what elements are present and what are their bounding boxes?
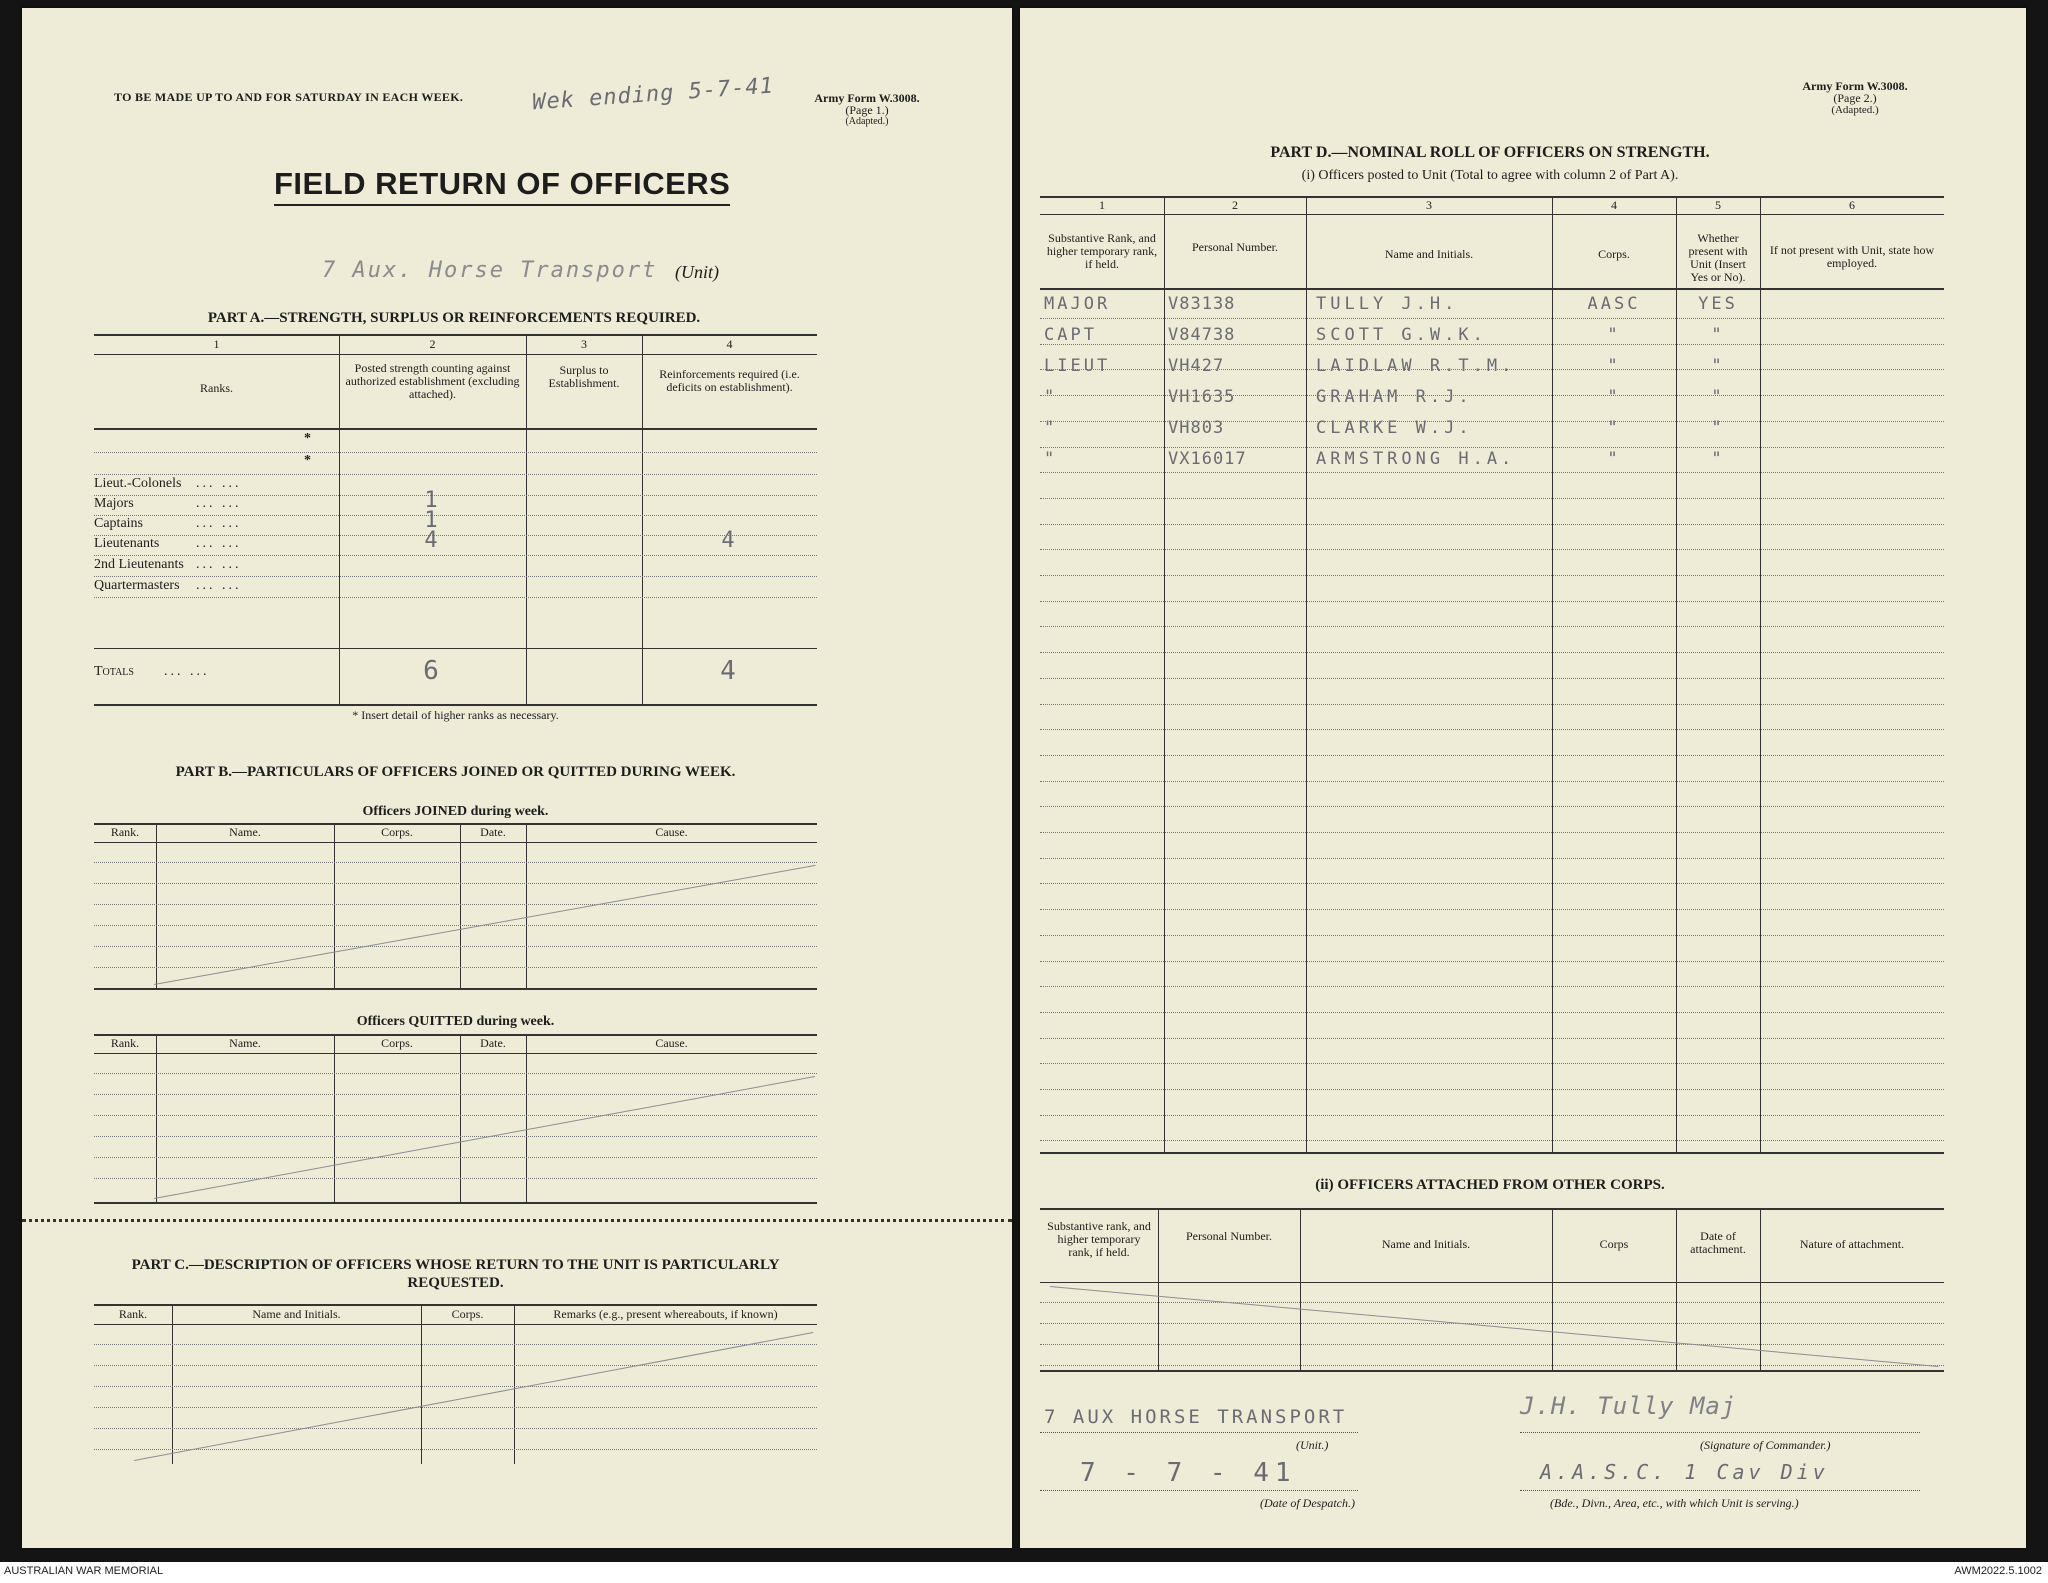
cancel-stroke bbox=[134, 1332, 813, 1461]
dotted-row-rule bbox=[1040, 832, 1944, 833]
footer-bar bbox=[0, 1562, 2048, 1583]
dotted-row-rule bbox=[1040, 575, 1944, 576]
form-title: FIELD RETURN OF OFFICERS bbox=[274, 166, 730, 206]
column-header: Name and Initials. bbox=[252, 1307, 341, 1321]
dotted-row-rule bbox=[94, 925, 817, 926]
roll-present: " bbox=[1711, 449, 1725, 469]
column-header: Corps. bbox=[381, 825, 413, 839]
leader-dots: ... ... bbox=[164, 664, 210, 679]
dotted-row-rule bbox=[1040, 704, 1944, 705]
despatch-date-handwritten: 7 - 7 - 41 bbox=[1080, 1458, 1297, 1488]
column-header: Date. bbox=[480, 825, 506, 839]
dotted-row-rule bbox=[1040, 447, 1944, 448]
dotted-row-rule bbox=[1040, 1063, 1944, 1064]
dotted-row-rule bbox=[1040, 472, 1944, 473]
dotted-row-rule bbox=[1040, 961, 1944, 962]
part-d-header-rule bbox=[1040, 288, 1944, 290]
totals-posted-value: 6 bbox=[423, 656, 442, 686]
leader-dots: ... ... bbox=[196, 496, 242, 511]
column-header: Remarks (e.g., present whereabouts, if known) bbox=[553, 1307, 778, 1321]
part-d-subheading: (i) Officers posted to Unit (Total to agree with column 2 of Part A). bbox=[1301, 168, 1679, 183]
roll-personal-number: VH1635 bbox=[1168, 387, 1236, 407]
quitted-heading: Officers QUITTED during week. bbox=[356, 1014, 555, 1029]
unit-handwritten-2: 7 AUX HORSE TRANSPORT bbox=[1044, 1406, 1348, 1428]
column-header: Name and Initials. bbox=[1381, 1237, 1471, 1251]
column-header: Personal Number. bbox=[1186, 1229, 1272, 1243]
table-column-rule bbox=[460, 823, 461, 988]
totals-label: Totals bbox=[94, 664, 134, 679]
formation-dotted-line bbox=[1520, 1490, 1920, 1491]
dotted-row-rule bbox=[1040, 344, 1944, 345]
posted-strength-value: 1 bbox=[424, 508, 441, 533]
part-a-number-rule bbox=[94, 354, 817, 355]
roll-name: LAIDLAW R.T.M. bbox=[1316, 356, 1516, 376]
table-column-rule bbox=[526, 823, 527, 988]
roll-rank: " bbox=[1044, 418, 1058, 438]
column-header: Whether present with Unit (Insert Yes or No). bbox=[1688, 231, 1748, 284]
dotted-row-rule bbox=[94, 1365, 817, 1366]
part-b-heading: PART B.—PARTICULARS OF OFFICERS JOINED OR QUITTED DURING WEEK. bbox=[175, 764, 736, 780]
dotted-row-rule bbox=[1040, 626, 1944, 627]
part-a-table bbox=[94, 334, 817, 734]
dotted-row-rule bbox=[94, 967, 817, 968]
roll-rank: LIEUT bbox=[1044, 356, 1111, 376]
table-column-rule bbox=[1300, 1208, 1301, 1370]
part-a-top-rule bbox=[94, 334, 817, 336]
part-c-heading bbox=[94, 1256, 817, 1292]
dotted-row-rule bbox=[1040, 1344, 1944, 1345]
column-number: 5 bbox=[1715, 198, 1721, 212]
nominal-roll-table bbox=[1040, 196, 1944, 1156]
column-number: 2 bbox=[429, 337, 436, 351]
column-number: 1 bbox=[213, 337, 220, 351]
dotted-row-rule bbox=[1040, 1089, 1944, 1090]
table-header-rule bbox=[94, 842, 817, 843]
dotted-row-rule bbox=[1040, 1115, 1944, 1116]
roll-name: SCOTT G.W.K. bbox=[1316, 325, 1487, 345]
quitted-table bbox=[94, 1034, 817, 1204]
roll-personal-number: V83138 bbox=[1168, 294, 1236, 314]
roll-corps: " bbox=[1607, 418, 1621, 438]
roll-corps: AASC bbox=[1587, 294, 1641, 314]
date-dotted-line bbox=[1040, 1490, 1358, 1491]
footer-left: AUSTRALIAN WAR MEMORIAL bbox=[4, 1565, 164, 1577]
column-number: 3 bbox=[581, 337, 587, 351]
column-number: 4 bbox=[1611, 198, 1617, 212]
column-number: 6 bbox=[1849, 198, 1855, 212]
roll-present: " bbox=[1711, 356, 1725, 376]
commander-signature: J.H. Tully Maj bbox=[1520, 1392, 1737, 1420]
rank-label: Captains bbox=[94, 516, 143, 531]
table-top-rule bbox=[94, 1304, 817, 1306]
leader-dots: ... ... bbox=[196, 557, 242, 572]
joined-table bbox=[94, 823, 817, 989]
table-column-rule bbox=[1760, 1208, 1761, 1370]
rank-label: Lieut.-Colonels bbox=[94, 476, 182, 491]
reinforcements-value: 4 bbox=[721, 528, 738, 553]
column-header: Rank. bbox=[110, 1036, 140, 1050]
dotted-row-rule bbox=[94, 1344, 817, 1345]
roll-personal-number: VH803 bbox=[1168, 418, 1225, 438]
table-column-rule bbox=[526, 1034, 527, 1202]
roll-personal-number: V84738 bbox=[1168, 325, 1236, 345]
roll-name: CLARKE W.J. bbox=[1316, 418, 1473, 438]
table-bottom-rule bbox=[94, 988, 817, 990]
column-header: Corps. bbox=[381, 1036, 413, 1050]
dotted-row-rule bbox=[1040, 1012, 1944, 1013]
part-a-header-rule bbox=[94, 428, 817, 430]
adapted-label: (Adapted.) bbox=[845, 116, 889, 127]
roll-present: " bbox=[1711, 387, 1725, 407]
form-page-2 bbox=[1020, 8, 2026, 1548]
dotted-row-rule bbox=[94, 597, 817, 598]
table-bottom-rule bbox=[94, 1202, 817, 1204]
rank-label: 2nd Lieutenants bbox=[94, 557, 184, 572]
roll-name: ARMSTRONG H.A. bbox=[1316, 449, 1516, 469]
table-column-rule bbox=[156, 1034, 157, 1202]
dotted-row-rule bbox=[94, 862, 817, 863]
table-column-rule bbox=[1552, 1208, 1553, 1370]
dotted-row-rule bbox=[94, 1178, 817, 1179]
table-column-rule bbox=[460, 1034, 461, 1202]
table-column-rule bbox=[514, 1304, 515, 1464]
part-c-heading-line2: REQUESTED. bbox=[407, 1275, 504, 1291]
dotted-row-rule bbox=[1040, 421, 1944, 422]
roll-rank: CAPT bbox=[1044, 325, 1097, 345]
column-number: 1 bbox=[1099, 198, 1105, 212]
table-column-rule bbox=[334, 1034, 335, 1202]
dotted-row-rule bbox=[1040, 729, 1944, 730]
dotted-row-rule bbox=[94, 1449, 817, 1450]
date-label: (Date of Despatch.) bbox=[1260, 1496, 1355, 1510]
page-label: (Page 1.) bbox=[845, 103, 889, 117]
table-bottom-rule bbox=[1040, 1370, 1944, 1372]
dotted-row-rule bbox=[1040, 498, 1944, 499]
table-column-rule bbox=[156, 823, 157, 988]
dotted-row-rule bbox=[94, 474, 817, 475]
column-header: Rank. bbox=[110, 825, 140, 839]
totals-reinforcements-value: 4 bbox=[720, 656, 739, 686]
column-header: Name and Initials. bbox=[1384, 247, 1474, 261]
part-d-number-rule bbox=[1040, 214, 1944, 215]
dotted-row-rule bbox=[1040, 1140, 1944, 1141]
column-header: Date of attachment. bbox=[1690, 1229, 1746, 1256]
dotted-row-rule bbox=[94, 1157, 817, 1158]
part-c-heading-line1: PART C.—DESCRIPTION OF OFFICERS WHOSE RETURN TO THE UNIT IS PARTICULARLY bbox=[131, 1257, 780, 1273]
joined-heading: Officers JOINED during week. bbox=[362, 804, 549, 819]
dotted-row-rule bbox=[1040, 909, 1944, 910]
roll-corps: " bbox=[1607, 356, 1621, 376]
formation-label: (Bde., Divn., Area, etc., with which Unit is serving.) bbox=[1550, 1496, 1799, 1510]
week-ending-handwritten: Wek ending 5-7-41 bbox=[531, 73, 775, 116]
rank-label: Quartermasters bbox=[94, 578, 180, 593]
signature-label: (Signature of Commander.) bbox=[1700, 1438, 1831, 1452]
column-header: Personal Number. bbox=[1192, 240, 1278, 254]
column-header: Cause. bbox=[655, 1036, 688, 1050]
table-header-rule bbox=[94, 1053, 817, 1054]
table-top-rule bbox=[1040, 1208, 1944, 1210]
part-d-column-rule bbox=[1760, 196, 1761, 1152]
rank-label: Lieutenants bbox=[94, 536, 160, 551]
roll-name: GRAHAM R.J. bbox=[1316, 387, 1473, 407]
table-top-rule bbox=[94, 1034, 817, 1036]
signature-dotted-line bbox=[1520, 1432, 1920, 1433]
roll-rank: " bbox=[1044, 387, 1058, 407]
dotted-row-rule bbox=[94, 1428, 817, 1429]
form-page-1 bbox=[22, 8, 1012, 1548]
dotted-row-rule bbox=[1040, 986, 1944, 987]
part-a-bottom-rule bbox=[94, 704, 817, 706]
part-a-totals-rule bbox=[94, 648, 817, 649]
column-header: Nature of attachment. bbox=[1799, 1237, 1905, 1251]
roll-name: TULLY J.H. bbox=[1316, 294, 1459, 314]
dotted-row-rule bbox=[1040, 549, 1944, 550]
column-header: If not present with Unit, state how employed. bbox=[1769, 243, 1935, 270]
unit-label: (Unit) bbox=[675, 262, 719, 282]
higher-rank-asterisk: * bbox=[304, 453, 311, 468]
dotted-row-rule bbox=[94, 1136, 817, 1137]
dotted-row-rule bbox=[1040, 1323, 1944, 1324]
dotted-row-rule bbox=[94, 1115, 817, 1116]
table-header-rule bbox=[1040, 1282, 1944, 1283]
form-id-block-2 bbox=[1780, 80, 1930, 116]
table-top-rule bbox=[94, 823, 817, 825]
column-number: 3 bbox=[1426, 198, 1432, 212]
column-header: Substantive rank, and higher temporary rank, if held. bbox=[1047, 1219, 1151, 1259]
unit-handwritten: 7 Aux. Horse Transport bbox=[322, 258, 658, 283]
column-header: Rank. bbox=[118, 1307, 148, 1321]
column-number: 2 bbox=[1232, 198, 1238, 212]
column-header: Cause. bbox=[655, 825, 688, 839]
page-label-2: (Page 2.) bbox=[1833, 91, 1877, 105]
dotted-row-rule bbox=[94, 576, 817, 577]
dotted-row-rule bbox=[94, 1073, 817, 1074]
roll-rank: " bbox=[1044, 449, 1058, 469]
dotted-row-rule bbox=[94, 452, 817, 453]
dotted-row-rule bbox=[1040, 652, 1944, 653]
roll-present: YES bbox=[1698, 294, 1738, 314]
part-d-heading: PART D.—NOMINAL ROLL OF OFFICERS ON STRENGTH. bbox=[1270, 144, 1710, 161]
higher-rank-asterisk: * bbox=[304, 431, 311, 446]
attached-heading: (ii) OFFICERS ATTACHED FROM OTHER CORPS. bbox=[1315, 1177, 1665, 1193]
roll-personal-number: VH427 bbox=[1168, 356, 1225, 376]
adapted-label-2: (Adapted.) bbox=[1831, 104, 1879, 116]
leader-dots: ... ... bbox=[196, 578, 242, 593]
dotted-row-rule bbox=[94, 946, 817, 947]
column-header: Ranks. bbox=[200, 381, 233, 395]
part-a-heading: PART A.—STRENGTH, SURPLUS OR REINFORCEMENTS REQUIRED. bbox=[207, 310, 701, 326]
table-column-rule bbox=[1676, 1208, 1677, 1370]
army-form-number-2: Army Form W.3008. bbox=[1802, 79, 1908, 93]
dotted-row-rule bbox=[1040, 755, 1944, 756]
leader-dots: ... ... bbox=[196, 476, 242, 491]
column-header: Corps. bbox=[451, 1307, 484, 1321]
dotted-row-rule bbox=[1040, 678, 1944, 679]
part-d-bottom-rule bbox=[1040, 1152, 1944, 1154]
column-header: Substantive Rank, and higher temporary rank, if held. bbox=[1046, 231, 1158, 271]
dotted-row-rule bbox=[1040, 1302, 1944, 1303]
table-column-rule bbox=[334, 823, 335, 988]
part-d-column-rule bbox=[1164, 196, 1165, 1152]
roll-personal-number: VX16017 bbox=[1168, 449, 1247, 469]
dotted-row-rule bbox=[1040, 883, 1944, 884]
unit-dotted-line bbox=[1040, 1432, 1358, 1433]
column-header: Surplus to Establishment. bbox=[548, 363, 620, 390]
column-header: Corps bbox=[1599, 1237, 1629, 1251]
dotted-row-rule bbox=[1040, 395, 1944, 396]
dotted-row-rule bbox=[1040, 858, 1944, 859]
part-d-top-rule bbox=[1040, 196, 1944, 198]
part-d-column-rule bbox=[1306, 196, 1307, 1152]
posted-strength-value: 1 bbox=[424, 488, 441, 513]
attached-table bbox=[1040, 1208, 1944, 1388]
dotted-row-rule bbox=[94, 555, 817, 556]
roll-rank: MAJOR bbox=[1044, 294, 1111, 314]
part-a-footnote: * Insert detail of higher ranks as necessary. bbox=[352, 708, 559, 722]
form-id-block bbox=[792, 92, 942, 128]
dotted-row-rule bbox=[1040, 524, 1944, 525]
roll-corps: " bbox=[1607, 325, 1621, 345]
column-header: Name. bbox=[229, 825, 261, 839]
leader-dots: ... ... bbox=[196, 516, 242, 531]
instruction-text: TO BE MADE UP TO AND FOR SATURDAY IN EACH WEEK. bbox=[114, 90, 464, 104]
roll-corps: " bbox=[1607, 449, 1621, 469]
dotted-row-rule bbox=[1040, 318, 1944, 319]
perforation-line bbox=[22, 1219, 1012, 1222]
posted-strength-value: 4 bbox=[424, 528, 441, 553]
dotted-row-rule bbox=[94, 904, 817, 905]
dotted-row-rule bbox=[1040, 781, 1944, 782]
roll-present: " bbox=[1711, 325, 1725, 345]
leader-dots: ... ... bbox=[196, 536, 242, 551]
unit-label-2: (Unit.) bbox=[1296, 1438, 1329, 1452]
table-column-rule bbox=[421, 1304, 422, 1464]
rank-label: Majors bbox=[94, 496, 134, 511]
table-column-rule bbox=[172, 1304, 173, 1464]
dotted-row-rule bbox=[1040, 369, 1944, 370]
dotted-row-rule bbox=[94, 1407, 817, 1408]
dotted-row-rule bbox=[1040, 935, 1944, 936]
part-c-table bbox=[94, 1304, 817, 1466]
roll-present: " bbox=[1711, 418, 1725, 438]
column-number: 4 bbox=[726, 337, 733, 351]
army-form-number: Army Form W.3008. bbox=[814, 91, 920, 105]
table-column-rule bbox=[1158, 1208, 1159, 1370]
roll-corps: " bbox=[1607, 387, 1621, 407]
column-header: Corps. bbox=[1598, 247, 1630, 261]
dotted-row-rule bbox=[1040, 806, 1944, 807]
column-header: Date. bbox=[480, 1036, 506, 1050]
column-header: Name. bbox=[229, 1036, 261, 1050]
column-header: Reinforcements required (i.e. deficits on establishment). bbox=[659, 367, 800, 394]
dotted-row-rule bbox=[1040, 1365, 1944, 1366]
cancel-stroke bbox=[1050, 1286, 1938, 1367]
dotted-row-rule bbox=[1040, 601, 1944, 602]
table-header-rule bbox=[94, 1324, 817, 1325]
formation-handwritten: A.A.S.C. 1 Cav Div bbox=[1540, 1460, 1829, 1484]
footer-right: AWM2022.5.1002 bbox=[1954, 1565, 2042, 1577]
dotted-row-rule bbox=[1040, 1038, 1944, 1039]
column-header: Posted strength counting against authorized establishment (excluding attached). bbox=[345, 361, 520, 401]
dotted-row-rule bbox=[94, 1386, 817, 1387]
